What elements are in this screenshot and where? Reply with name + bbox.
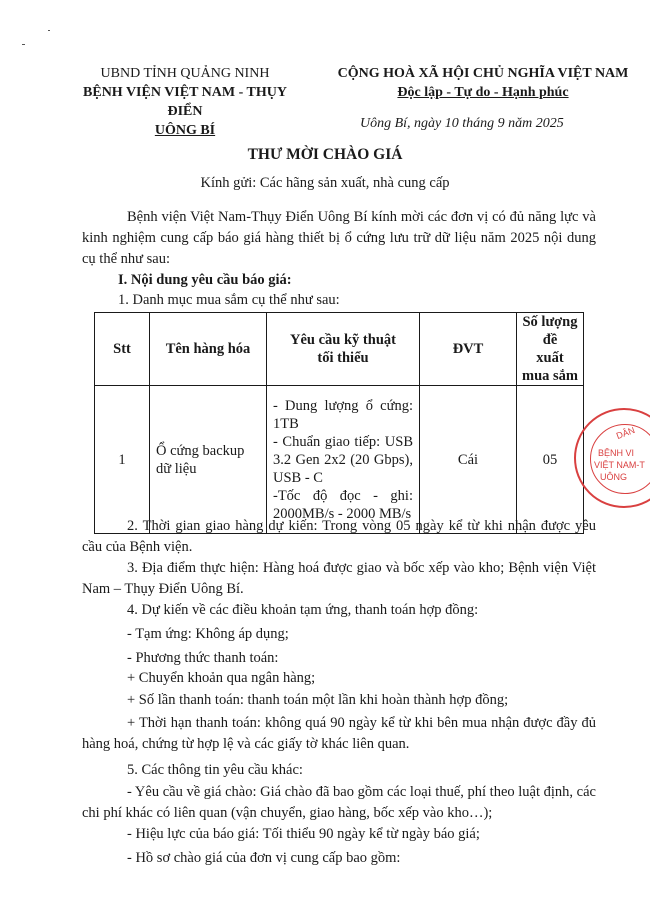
item-payment-count: + Số lần thanh toán: thanh toán một lần khi hoàn thành hợp đồng; (127, 692, 509, 708)
procurement-table (94, 312, 584, 534)
official-stamp (574, 408, 650, 508)
table-header-row (95, 313, 584, 386)
item-other-info: 5. Các thông tin yêu cầu khác: (127, 762, 303, 778)
item-payment-method: - Phương thức thanh toán: (127, 650, 279, 666)
cell-requirements (267, 386, 420, 534)
item-price-requirement: - Yêu cầu về giá chào: Giá chào đã bao gồm các loại thuế, phí theo luật định, các chi phí khác có liên quan (vận chuyển, giao hàng, bốc xếp vào kho…); (82, 784, 596, 821)
section-heading: I. Nội dung yêu cầu báo giá: (118, 272, 292, 288)
cell-qty: 05 (517, 386, 584, 534)
document-date: Uông Bí, ngày 10 tháng 9 năm 2025 (360, 116, 564, 131)
scan-speck (22, 44, 25, 45)
national-motto: Độc lập - Tự do - Hạnh phúc (397, 85, 569, 100)
col-header-req-line1: Yêu cầu kỹ thuật (290, 332, 396, 348)
col-header-name: Tên hàng hóa (150, 313, 267, 386)
cell-unit: Cái (420, 386, 517, 534)
stamp-text-line3: UÔNG (600, 472, 627, 482)
issuer-org: UBND TỈNH QUẢNG NINH (100, 66, 270, 81)
scan-speck (48, 30, 50, 31)
requirement-capacity: - Dung lượng ổ cứng: 1TB (273, 397, 413, 432)
item-advance: - Tạm ứng: Không áp dụng; (127, 626, 289, 642)
col-header-req-line2: tối thiểu (317, 350, 369, 366)
item-quote-dossier: - Hồ sơ chào giá của đơn vị cung cấp bao gồm: (127, 850, 401, 866)
item-delivery-location: 3. Địa điểm thực hiện: Hàng hoá được giao và bốc xếp vào kho; Bệnh viện Việt Nam – Thụy Điển Uông Bí. (82, 560, 596, 597)
greeting: Kính gửi: Các hãng sản xuất, nhà cung cấp (200, 175, 450, 191)
col-header-qty (517, 313, 584, 386)
col-header-qty-line2: xuất mua sắm (522, 350, 578, 384)
national-header (318, 64, 648, 102)
table-row (95, 386, 584, 534)
requirement-speed: -Tốc độ đọc - ghi: 2000MB/s - 2000 MB/s (273, 487, 413, 522)
requirement-interface: - Chuẩn giao tiếp: USB 3.2 Gen 2x2 (20 Gbps), USB - C (273, 433, 413, 486)
item-payment-deadline: + Thời hạn thanh toán: không quá 90 ngày kể từ khi bên mua nhận được đầy đủ hàng hoá, chứng từ hợp lệ và các giấy tờ khác liên quan. (82, 715, 596, 752)
col-header-qty-line1: Số lượng đề (522, 314, 578, 348)
intro-paragraph: Bệnh viện Việt Nam-Thụy Điển Uông Bí kính mời các đơn vị có đủ năng lực và kinh nghiệm cung cấp báo giá hàng thiết bị ổ cứng lưu trữ dữ liệu năm 2025 nội dung cụ thể như sau: (82, 209, 596, 267)
subsection-heading: 1. Danh mục mua sắm cụ thể như sau: (118, 292, 340, 308)
national-title: CỘNG HOÀ XÃ HỘI CHỦ NGHĨA VIỆT NAM (337, 66, 629, 81)
item-bank-transfer: + Chuyển khoản qua ngân hàng; (127, 670, 316, 686)
col-header-requirements (267, 313, 420, 386)
issuer-hospital: BỆNH VIỆN VIỆT NAM - THỤY ĐIỂN (83, 85, 287, 119)
col-header-unit: ĐVT (420, 313, 517, 386)
cell-stt: 1 (95, 386, 150, 534)
document-title: THƯ MỜI CHÀO GIÁ (247, 146, 403, 163)
cell-name: Ổ cứng backup dữ liệu (150, 386, 267, 534)
item-delivery-time: 2. Thời gian giao hàng dự kiến: Trong vòng 05 ngày kể từ khi nhận được yêu cầu của Bệnh viện. (82, 518, 596, 555)
item-quote-validity: - Hiệu lực của báo giá: Tối thiểu 90 ngày kể từ ngày báo giá; (127, 826, 480, 842)
item-payment-terms: 4. Dự kiến về các điều khoản tạm ứng, thanh toán hợp đồng: (127, 602, 479, 618)
stamp-text-line1: BỆNH VI (598, 448, 635, 458)
stamp-text-line2: VIỆT NAM-T (594, 460, 645, 470)
issuer-hospital-location: UÔNG BÍ (154, 123, 216, 138)
issuer-block (70, 64, 300, 140)
stamp-text-top: DÂN (614, 425, 637, 441)
col-header-stt: Stt (95, 313, 150, 386)
